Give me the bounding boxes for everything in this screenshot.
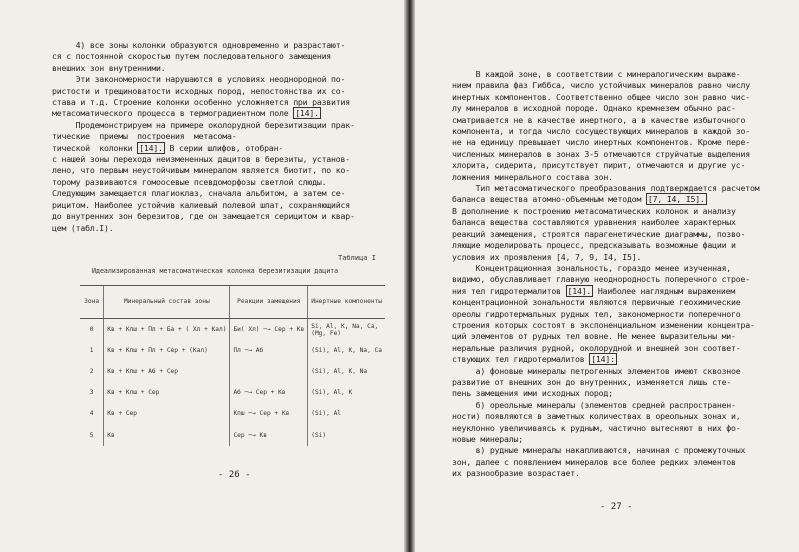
text-line: рицитом. Наиболее устойчив калиевый полевой шпат, сохраняющийся <box>52 199 350 210</box>
text-line: Эти закономерности нарушаются в условиях неоднородной по- <box>52 74 346 85</box>
text-line: их разнообразие возрастает. <box>452 468 580 479</box>
text-line: ложнения минерального состава зон. <box>452 171 613 182</box>
reaction-cell: Сер ─→ Кв <box>230 424 308 446</box>
text-line: метасоматического процесса в термоградиентном поле <box>52 108 294 119</box>
text-line: новые минералы; <box>452 434 523 444</box>
text-line: става и т.д. Строение колонки особенно усложняется при развития <box>52 97 350 108</box>
right-page <box>415 0 799 552</box>
text-line: ности) появляются в заметных количествах в ореольных зонах и, <box>452 411 741 422</box>
column-header: Инертные компоненты <box>308 286 385 319</box>
table-caption: Идеализированная метасоматическая колонка березитизации дацита <box>92 267 339 275</box>
text-line: тические приемы построения метасома- <box>52 131 237 142</box>
citation-ref: [14]. <box>139 142 163 153</box>
table-row <box>80 424 385 446</box>
citation-ref: [7, I4, I5]. <box>647 194 705 205</box>
zone-cell: 1 <box>89 347 94 354</box>
text-line: до внутренних зон березитов, где он замещается серицитом и квар- <box>52 211 355 222</box>
text-line: Тип метасоматического преобразования подтверждается расчетом <box>452 183 760 194</box>
inert-cell: (Si), Al <box>308 403 385 424</box>
text-line: тической колонки <box>52 142 138 153</box>
page-number: - 26 - <box>218 470 251 480</box>
inert-cell: (Si), Al, K, Na, Ca <box>308 340 385 361</box>
text-line: в) рудные минералы накапливаются, начиная с промежуточных <box>452 445 746 456</box>
text-line: концентрационной зональности являются первичные геохимические <box>452 297 741 308</box>
text-line: сматривается не в качестве инертного, а в качестве избыточного <box>452 114 746 125</box>
inert-cell: (Si), Al, K, Na <box>308 361 385 382</box>
text-line: 4) все зоны колонки образуются одновременно и разрастают- <box>52 40 346 50</box>
table-row <box>80 403 385 424</box>
text-line: а) фоновые минералы петрогенных элементов имеют сквозное <box>452 365 741 376</box>
text-line: Следующим замещается плагиоклаз, сначала альбитом, а затем се- <box>52 188 346 199</box>
column-header: Реакции замещения <box>230 286 308 319</box>
text-line: неральные различия рудной, околорудной и внешней зон соответ- <box>452 342 741 353</box>
table-title: Таблица I <box>338 254 376 262</box>
text-line: б) ореольные минералы (элементов средней распространен- <box>452 399 736 410</box>
text-line: внешних зон внутренними. <box>52 62 166 73</box>
text-line: ристости и трещиноватости исходных пород, непостоянства их со- <box>52 85 346 96</box>
reaction-cell: Кпш ─→ Сер + Кв <box>230 403 308 424</box>
left-page-text <box>52 40 355 234</box>
table-row <box>80 361 385 382</box>
text-line: В дополнение к построению метасоматических колонок и анализу <box>452 205 736 216</box>
text-line: численных минералов в зонах 3-5 отмечаются струйчатые выделения <box>452 148 750 159</box>
composition-cell: Кв + Кпш + Пл + Сер + (Кал) <box>104 340 230 361</box>
reaction-cell <box>230 361 308 382</box>
table-row <box>80 319 385 341</box>
citation-ref: [14]. <box>295 108 319 119</box>
text-line: не на единицу превышает число инертных компонентов. Кроме пере- <box>452 137 750 148</box>
zone-cell: 0 <box>89 326 94 333</box>
text-line: Концентрационная зональность, гораздо менее изученная, <box>452 262 732 273</box>
text-line: хлорита, сидерита, присутствует пирит, отмечаются и другие ус- <box>452 160 746 171</box>
text-line: нием правила фаз Гиббса, число устойчивых минералов равно числу <box>452 80 750 91</box>
text-line: лено, что первым неустойчивым минералом является биотит, по ко- <box>52 165 350 176</box>
zone-cell: 4 <box>89 410 94 417</box>
text-line: Продемонстрируем на примере околорудной березитизации прак- <box>52 119 355 130</box>
text-line: Наиболее наглядным выражением <box>593 285 736 296</box>
citation-ref: [14]: <box>591 354 615 365</box>
text-line: с нашей зоны перехода неизмененных дацитов в березиты, установ- <box>52 154 350 165</box>
text-line: лу минералов в исходной породе. Однако кремнезем обычно рас- <box>452 103 736 114</box>
text-line: зон, далее с появлением минералов все более редких элементов <box>452 456 736 467</box>
inert-cell: (Si), Al, K <box>308 382 385 403</box>
text-line: баланса вещества составляются уравнения наиболее характерных <box>452 217 736 228</box>
book-gutter <box>404 0 415 552</box>
zone-cell: 2 <box>89 368 94 375</box>
text-line: развитие от внешних зон до внутренних, изменяется лишь сте- <box>452 376 732 387</box>
text-line: ся с постоянной скоростью путем последовательного замещения <box>52 51 332 62</box>
column-header: Минеральный состав зоны <box>104 286 230 319</box>
inert-cell: (Si) <box>308 424 385 446</box>
composition-cell: Кв + Кпш + Сер <box>104 382 230 403</box>
composition-cell: Кв + Кпш + Аб + Сер <box>104 361 230 382</box>
text-line: В каждой зоне, в соответствии с минералогическим выраже- <box>452 69 741 79</box>
text-line: торому развиваются гомоосевые псевдоморфозы светлой слюды. <box>52 176 327 187</box>
reaction-cell: Аб ─→ Сер + Кв <box>230 382 308 403</box>
text-line: ния тел гидротермалитов <box>452 285 566 296</box>
table-header-row <box>80 286 385 319</box>
text-line: компонента, и тогда число сосуществующих минералов в каждой зо- <box>452 126 750 137</box>
text-line: реакций замещения, строятся парагенетические диаграммы, позво- <box>452 228 746 239</box>
text-line: строения которых состоят в экспоненциальном изменении концентра- <box>452 319 755 330</box>
reaction-cell: Пл ─→ Аб <box>230 340 308 361</box>
text-line: ций элементов от рудных тел вовне. Не менее выразительны ми- <box>452 331 736 342</box>
table-row <box>80 340 385 361</box>
text-line: инертных компонентов. Соответственно общее число зон равно чис- <box>452 91 750 102</box>
composition-cell: Кв <box>104 424 230 446</box>
mineral-zone-table <box>80 285 385 446</box>
column-header: Зона <box>80 286 104 319</box>
text-line: баланса вещества атомно-объемным методом <box>452 194 646 205</box>
text-line: пень замещения ими исходных пород; <box>452 388 613 399</box>
inert-cell: Si, Al, K, Na, Ca, (Mg, Fe) <box>308 319 385 341</box>
text-line: неуклонно увеличиваясь к рудным, частично вытесняют в них фо- <box>452 422 741 433</box>
zone-cell: 3 <box>89 389 94 396</box>
text-line: ореолы гидротермальных рудных тел, закономерности поперечного <box>452 308 741 319</box>
text-line: видимо, обуславливает главную неоднородность поперечного строе- <box>452 274 750 285</box>
table-row <box>80 382 385 403</box>
text-line: ствующих тел гидротермалитов <box>452 354 590 365</box>
zone-cell: 5 <box>89 431 94 439</box>
composition-cell: Кв + Кпш + Пл + Ба + ( Хл + Кал) <box>104 319 230 341</box>
text-line: ляющие моделировать процесс, предсказывать возможные фации и <box>452 240 736 251</box>
text-line: В серии шлифов, отобран- <box>164 142 284 153</box>
composition-cell: Кв + Сер <box>104 403 230 424</box>
citation-ref: [14]. <box>567 285 592 296</box>
right-page-text <box>452 69 759 480</box>
reaction-cell: Би( Хл) ─→ Сер + Кв <box>230 319 308 341</box>
page-number: - 27 - <box>600 502 633 512</box>
text-line: цем (табл.I). <box>52 222 114 233</box>
text-line: условия их проявления [4, 7, 9, I4, I5]. <box>452 251 642 262</box>
